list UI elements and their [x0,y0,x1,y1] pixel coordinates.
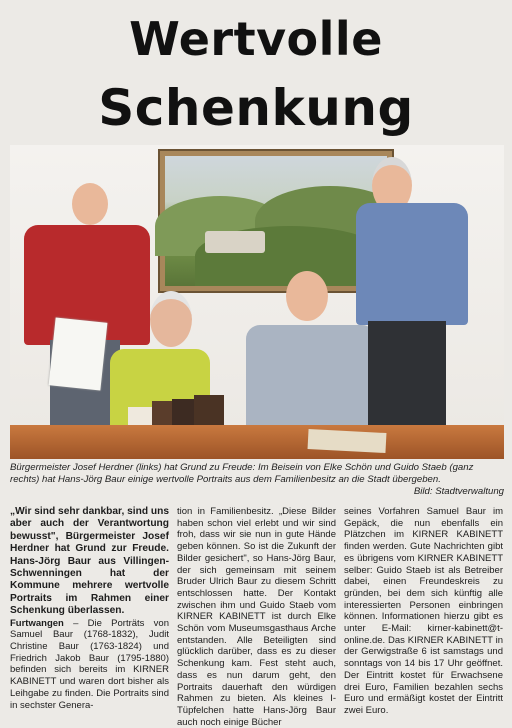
article-dateline: Furtwangen [10,617,64,629]
headline-line-1: Wertvolle [129,12,383,66]
headline-line-2: Schenkung [98,79,414,137]
article-column-3 [344,506,503,716]
article-photo [10,145,504,459]
open-book [308,429,387,453]
photo-caption [10,462,504,498]
article-col3-text: seines Vorfahren Samuel Baur im Gepäck, die nun ebenfalls ein Plätzchen im KIRNER KABINETT finden werden. Gute Nachrichten gibt es übrigens vom KIRNER KABINETT selber: Guido Staeb ist als Betreiber dabei, einen Freundeskreis zu gründen, bei dem sich künftig alle interessierten Personen einbringen können. Informationen hierzu gibt es unter E-Mail: kirner-kabinett@t-online.de. Das KIRNER KABINETT in der Gerwigstraße 6 ist samstags und sonntags von 14 bis 17 Uhr geöffnet. Der Eintritt kostet für Erwachsene drei Euro, Familien bezahlen sechs Euro und ermäßigt kostet der Eintritt zwei Euro. [344,506,503,716]
article-columns [10,506,504,728]
article-column-1 [10,506,169,716]
article-col2-text: tion in Familienbesitz. „Diese Bilder haben schon viel erlebt und wir sind froh, dass wir sie nun in gute Hände geben können. So ist die Zukunft der Bilder gesichert", so Hans-Jörg Baur, der sich gemeinsam mit seinem Bruder Ulrich Baur zu diesem Schritt entschlossen hatte. Der Kontakt zwischen ihm und Guido Staeb vom KIRNER KABINETT ist durch Elke Schön vom Museumsgasthaus Arche entstanden. Alle Beteiligten sind glücklich darüber, dass es zu dieser Schenkung kam. Fest steht auch, dass es nun darum geht, den Portraits dauerhaft den würdigen Rahmen zu bieten. Als kleines I-Tüpfelchen hatte Hans-Jörg Baur auch noch einige Bücher [177,506,336,728]
wooden-table [10,425,504,459]
article-col1-text: – Die Porträts von Samuel Baur (1768-1832), Judit Christine Baur (1763-1824) und Friedrich Jakob Baur (1795-1880) befinden sich bereits im KIRNER KABINETT und waren dort bisher als Leihgabe zu finden. Die Portraits sind in sechster Genera- [10,617,169,711]
article-paragraph-1 [10,618,169,712]
caption-text: Bürgermeister Josef Herdner (links) hat Grund zu Freude: Im Beisein von Elke Schön und Guido Staeb (ganz rechts) hat Hans-Jörg Baur einige wertvolle Portraits aus dem Familienbesitz an die Stadt übergeben. [10,462,474,485]
article-lead: „Wir sind sehr dankbar, sind uns aber auch der Verantwortung bewusst", Bürgermeister Josef Herdner hat Grund zur Freude. Hans-Jörg Baur aus Villingen-Schwenningen hat der Kommune mehrere wertvolle Portraits im Rahmen einer Schenkung überlassen. [10,506,169,617]
article-column-2 [177,506,336,728]
photo-credit: Bild: Stadtverwaltung [413,486,504,497]
document-sheet [49,317,108,390]
